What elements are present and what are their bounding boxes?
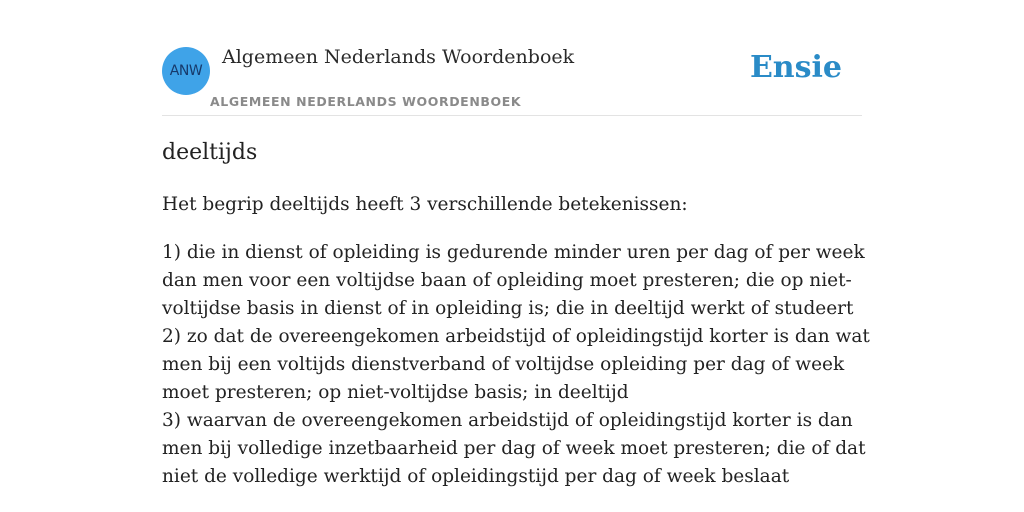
entry-headword: deeltijds (162, 140, 258, 165)
anw-logo[interactable] (162, 47, 210, 95)
logo-text: ANW (169, 63, 203, 79)
dictionary-title[interactable]: Algemeen Nederlands Woordenboek (222, 46, 575, 68)
definition-item-1: 1) die in dienst of opleiding is gedurende minder uren per dag of per week dan men voor een voltijdse baan of opleiding moet presteren; die op niet-voltijdse basis in dienst of in opleiding is; die in deeltijd werkt of studeert (162, 242, 865, 319)
definition-list (162, 239, 872, 491)
definition-item-2: 2) zo dat de overeengekomen arbeidstijd of opleidingstijd korter is dan wat men bij een voltijds dienstverband of voltijdse opleiding per dag of week moet presteren; op niet-voltijdse basis; in deeltijd (162, 326, 870, 403)
entry-intro: Het begrip deeltijds heeft 3 verschillende betekenissen: (162, 194, 688, 215)
dictionary-subtitle: ALGEMEEN NEDERLANDS WOORDENBOEK (210, 94, 522, 109)
dictionary-header (162, 40, 862, 116)
definition-item-3: 3) waarvan de overeengekomen arbeidstijd of opleidingstijd korter is dan men bij volledige inzetbaarheid per dag of week moet presteren; die of dat niet de volledige werktijd of opleidingstijd per dag of week beslaat (162, 410, 866, 487)
ensie-brand-logo[interactable]: Ensie (749, 50, 842, 85)
